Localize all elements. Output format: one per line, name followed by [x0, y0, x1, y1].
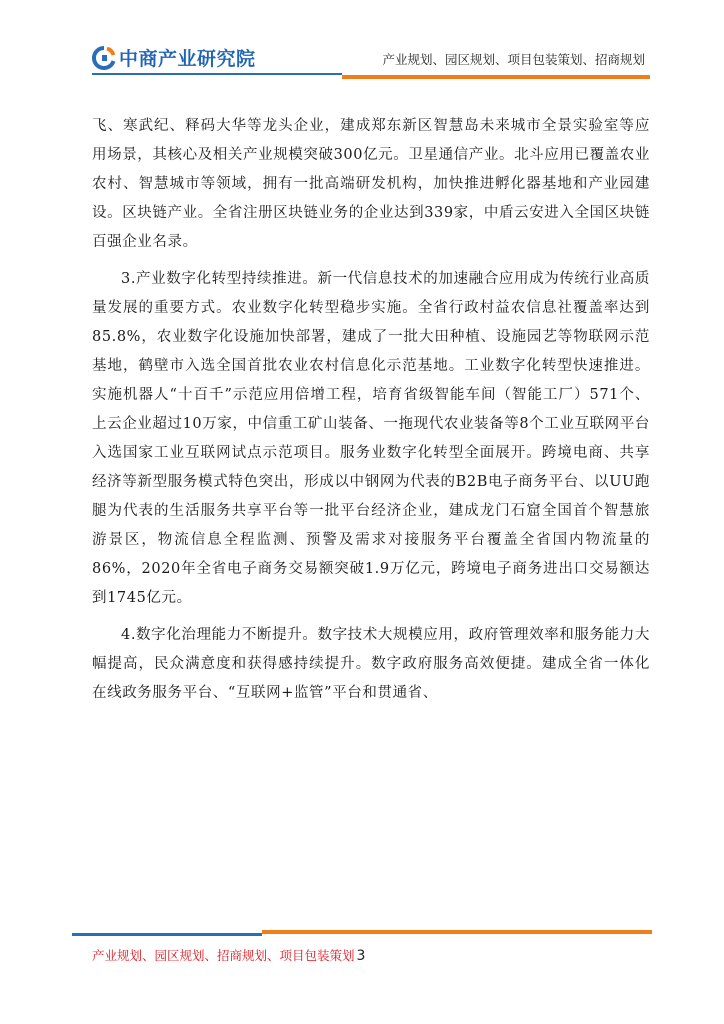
header-tagline: 产业规划、园区规划、项目包装策划、招商规划 — [382, 52, 645, 67]
body-paragraph: 飞、寒武纪、释码大华等龙头企业，建成郑东新区智慧岛未来城市全景实验室等应用场景，其核心及相关产业规模突破300亿元。卫星通信产业。北斗应用已覆盖农业农村、智慧城市等领域，拥有一批高端研发机构，加快推进孵化器基地和产业园建设。区块链产业。全省注册区块链业务的企业达到339家，中盾云安进入全国区块链百强企业名录。 — [92, 118, 650, 250]
header-rule-orange — [342, 75, 650, 79]
brand-logo — [92, 44, 256, 71]
footer-text: 产业规划、园区规划、招商规划、项目包装策划 — [92, 948, 355, 963]
document-body — [92, 112, 650, 708]
footer-rule-blue — [72, 933, 262, 936]
page-header — [0, 0, 724, 90]
page-number: 3 — [356, 948, 366, 964]
footer-rule-orange — [262, 930, 652, 934]
body-paragraph: 3.产业数字化转型持续推进。新一代信息技术的加速融合应用成为传统行业高质量发展的重要方式。农业数字化转型稳步实施。全省行政村益农信息社覆盖率达到85.8%，农业数字化设施加快部署，建成了一批大田种植、设施园艺等物联网示范基地，鹤壁市入选全国首批农业农村信息化示范基地。工业数字化转型快速推进。实施机器人“十百千”示范应用倍增工程，培育省级智能车间（智能工厂）571个、上云企业超过10万家，中信重工矿山装备、一拖现代农业装备等8个工业互联网平台入选国家工业互联网试点示范项目。服务业数字化转型全面展开。跨境电商、共享经济等新型服务模式特色突出，形成以中钢网为代表的B2B电子商务平台、以UU跑腿为代表的生活服务共享平台等一批平台经济企业，建成龙门石窟全国首个智慧旅游景区，物流信息全程监测、预警及需求对接服务平台覆盖全省国内物流量的86%，2020年全省电子商务交易额突破1.9万亿元，跨境电子商务进出口交易额达到1745亿元。 — [92, 271, 650, 606]
header-rule-blue — [92, 73, 342, 75]
page-footer — [92, 946, 365, 964]
brand-name: 中商产业研究院 — [119, 48, 256, 70]
body-paragraph: 4.数字化治理能力不断提升。数字技术大规模应用，政府管理效率和服务能力大幅提高，民众满意度和获得感持续提升。数字政府服务高效便捷。建成全省一体化在线政务服务平台、“互联网+监管”平台和贯通省、 — [92, 627, 650, 701]
zhongshang-logo-icon — [92, 46, 116, 70]
